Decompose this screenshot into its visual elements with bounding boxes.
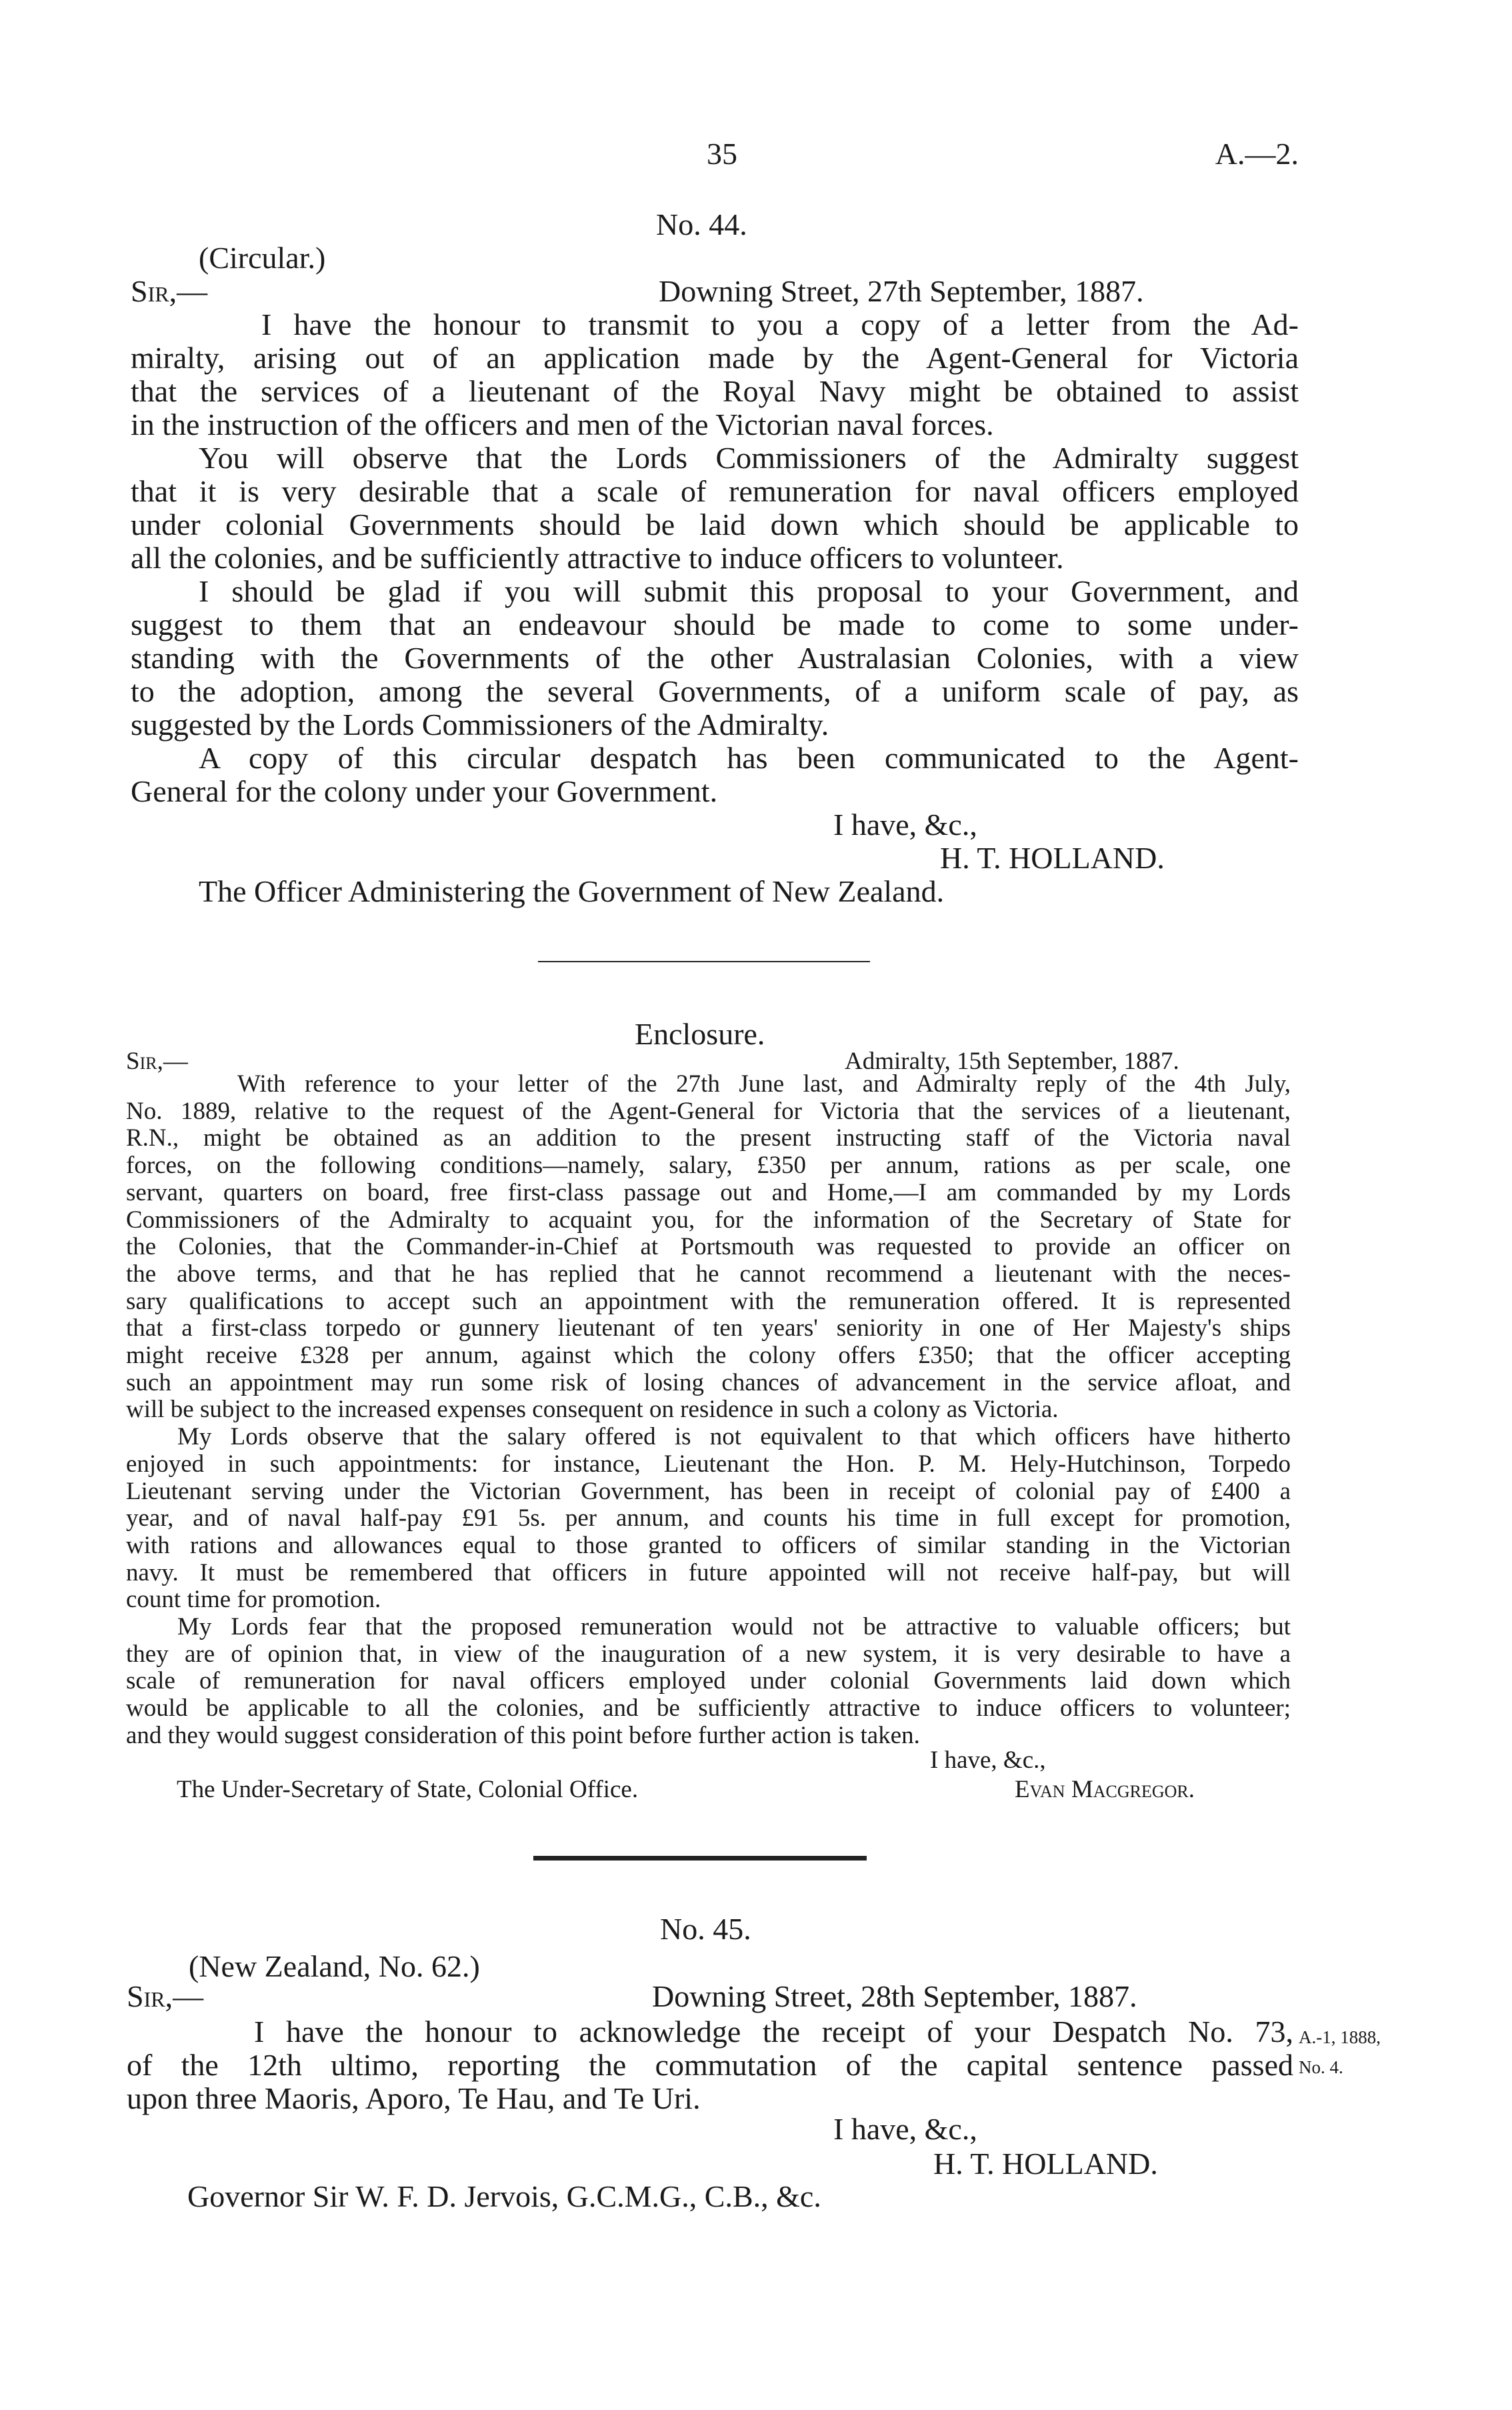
text-line: No. 1889, relative to the request of the Agent-General for Victoria that the services of a lieutenant, [126,1097,1291,1125]
text-line: suggest to them that an endeavour should be made to come to some under- [131,608,1299,642]
despatch-title: No. 44. [656,207,747,241]
place-date: Admiralty, 15th September, 1887. [845,1048,1179,1075]
text-line: upon three Maoris, Aporo, Te Hau, and Te Uri. [127,2081,701,2115]
text-line: My Lords fear that the proposed remuneration would not be attractive to valuable officers; but [177,1613,1291,1640]
signature: H. T. HOLLAND. [940,841,1165,875]
text-line: and they would suggest consideration of this point before further action is taken. [126,1721,920,1749]
text-line: enjoyed in such appointments: for instance, Lieutenant the Hon. P. M. Hely-Hutchinson, Torpedo [126,1450,1291,1478]
place-date: Downing Street, 28th September, 1887. [652,1979,1137,2013]
text-line: I have the honour to transmit to you a copy of a letter from the Ad- [261,307,1299,341]
addressee: The Under-Secretary of State, Colonial Office. [177,1776,639,1803]
text-line: the above terms, and that he has replied that he cannot recommend a lieutenant with the neces- [126,1260,1291,1288]
place-date: Downing Street, 27th September, 1887. [659,274,1144,308]
text-line: My Lords observe that the salary offered is not equivalent to that which officers have hitherto [177,1423,1291,1451]
text-line: sary qualifications to accept such an appointment with the remuneration offered. It is represented [126,1287,1291,1315]
section-divider [538,961,870,962]
margin-note: No. 4. [1299,2057,1343,2077]
page-number: 35 [707,137,737,171]
salutation: Sir,— [126,1048,188,1075]
text-line: that a first-class torpedo or gunnery lieutenant of ten years' seniority in one of Her Majesty's ships [126,1314,1291,1342]
circular-label: (Circular.) [199,241,326,275]
text-line: year, and of naval half-pay £91 5s. per annum, and counts his time in full except for promotion, [126,1504,1291,1532]
reference-label: (New Zealand, No. 62.) [189,1949,480,1983]
section-divider-thick [533,1856,867,1861]
text-line: servant, quarters on board, free first-class passage out and Home,—I am commanded by my Lords [126,1178,1291,1206]
text-line: count time for promotion. [126,1586,381,1614]
text-line: that it is very desirable that a scale of remuneration for naval officers employed [131,474,1299,508]
text-line: will be subject to the increased expenses consequent on residence in such a colony as Victoria. [126,1396,1059,1424]
text-line: I should be glad if you will submit this proposal to your Government, and [199,574,1299,608]
text-line: would be applicable to all the colonies, and be sufficiently attractive to induce officers to volunteer; [126,1694,1291,1722]
text-line: the Colonies, that the Commander-in-Chief at Portsmouth was requested to provide an officer on [126,1233,1291,1261]
text-line: to the adoption, among the several Governments, of a uniform scale of pay, as [131,674,1299,708]
text-line: miralty, arising out of an application made by the Agent-General for Victoria [131,341,1299,375]
despatch-title: No. 45. [660,1912,751,1946]
signature: H. T. HOLLAND. [933,2147,1158,2181]
closing: I have, &c., [833,808,977,842]
text-line: You will observe that the Lords Commissioners of the Admiralty suggest [199,441,1299,475]
addressee: Governor Sir W. F. D. Jervois, G.C.M.G., C.B., &c. [187,2179,821,2213]
text-line: under colonial Governments should be laid down which should be applicable to [131,507,1299,541]
salutation: Sir,— [127,1979,204,2013]
text-line: in the instruction of the officers and men of the Victorian naval forces. [131,407,994,441]
margin-note: A.-1, 1888, [1299,2027,1381,2047]
text-line: might receive £328 per annum, against which the colony offers £350; that the officer accepting [126,1342,1291,1369]
text-line: navy. It must be remembered that officers in future appointed will not receive half-pay, but will [126,1558,1291,1586]
text-line: such an appointment may run some risk of losing chances of advancement in the service afloat, and [126,1368,1291,1396]
text-line: scale of remuneration for naval officers employed under colonial Governments laid down which [126,1667,1291,1695]
document-reference: A.—2. [1215,137,1299,171]
text-line: that the services of a lieutenant of the Royal Navy might be obtained to assist [131,374,1299,408]
enclosure-title: Enclosure. [635,1017,765,1051]
closing: I have, &c., [833,2112,977,2146]
text-line: forces, on the following conditions—namely, salary, £350 per annum, rations as per scale, one [126,1152,1291,1180]
text-line: suggested by the Lords Commissioners of the Admiralty. [131,708,829,742]
text-line: General for the colony under your Government. [131,774,718,808]
text-line: standing with the Governments of the other Australasian Colonies, with a view [131,641,1299,675]
salutation: Sir,— [131,274,208,308]
text-line: with rations and allowances equal to those granted to officers of similar standing in the Victorian [126,1531,1291,1559]
text-line: A copy of this circular despatch has been communicated to the Agent- [199,741,1299,775]
addressee: The Officer Administering the Government of New Zealand. [199,874,945,908]
text-line: I have the honour to acknowledge the receipt of your Despatch No. 73, [254,2015,1293,2049]
text-line: all the colonies, and be sufficiently attractive to induce officers to volunteer. [131,541,1064,575]
signature: Evan Macgregor. [1015,1776,1195,1803]
text-line: R.N., might be obtained as an addition to the present instructing staff of the Victoria naval [126,1124,1291,1152]
text-line: With reference to your letter of the 27th June last, and Admiralty reply of the 4th July, [237,1070,1291,1098]
text-line: Commissioners of the Admiralty to acquaint you, for the information of the Secretary of State for [126,1206,1291,1234]
closing: I have, &c., [930,1746,1046,1774]
text-line: of the 12th ultimo, reporting the commutation of the capital sentence passed [127,2048,1293,2082]
text-line: they are of opinion that, in view of the inauguration of a new system, it is very desirable to have a [126,1640,1291,1668]
text-line: Lieutenant serving under the Victorian Government, has been in receipt of colonial pay of £400 a [126,1477,1291,1505]
